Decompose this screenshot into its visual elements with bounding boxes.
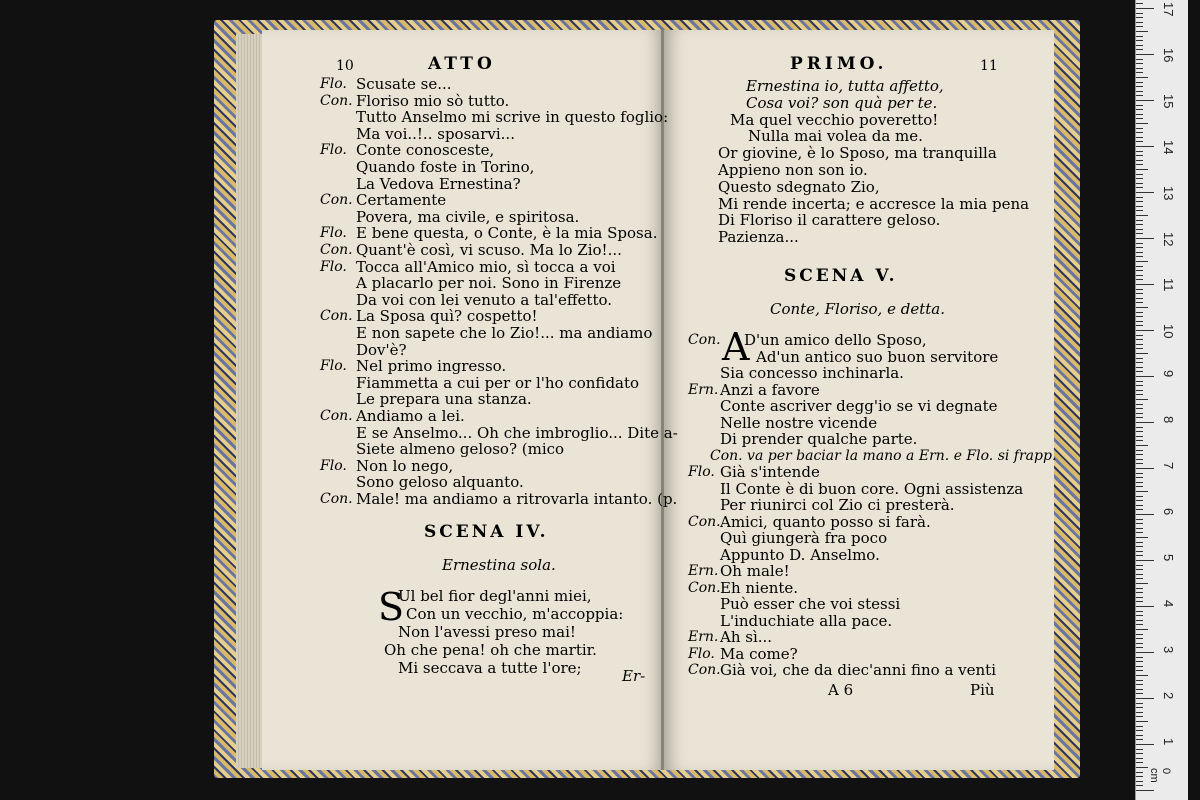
ruler-tick [1136, 514, 1154, 515]
ruler-tick [1136, 666, 1143, 667]
dialogue-line: Da voi con lei venuto a tal'effetto. [356, 290, 613, 309]
ruler-tick [1136, 583, 1148, 584]
ruler-tick [1136, 624, 1143, 625]
ruler-tick [1136, 505, 1143, 506]
ruler-tick [1136, 22, 1143, 23]
speaker-label: Ern. [688, 563, 719, 579]
ruler-tick [1136, 36, 1143, 37]
dialogue-line: Quì giungerà fra poco [720, 529, 888, 547]
ruler-tick [1136, 367, 1143, 368]
dialogue-line: Le prepara una stanza. [356, 390, 532, 409]
ruler-tick [1136, 353, 1148, 354]
right-catchword: Più [970, 681, 995, 699]
ruler-tick [1136, 486, 1143, 487]
ruler-tick [1136, 362, 1143, 363]
ruler-tick [1136, 348, 1143, 349]
dialogue-line: Di prender qualche parte. [720, 430, 918, 448]
dialogue-line: Anzi a favore [720, 380, 820, 399]
ruler-tick [1136, 146, 1154, 147]
ruler-tick [1136, 781, 1143, 782]
verse-line: Ul bel fior degl'anni miei, [398, 587, 592, 605]
dialogue-line: E se Anselmo... Oh che imbroglio... Dite a- [356, 423, 678, 442]
ruler-tick [1136, 500, 1143, 501]
ruler-tick [1136, 155, 1143, 156]
ruler-number: 15 [1161, 94, 1176, 109]
ruler-tick [1136, 611, 1143, 612]
verse-line: Ernestina io, tutta affetto, [746, 77, 944, 95]
ruler-tick [1136, 316, 1143, 317]
ruler-number: 5 [1161, 554, 1176, 562]
speaker-label: Con. [688, 662, 721, 678]
page-edges [236, 34, 264, 768]
ruler-tick [1136, 785, 1143, 786]
ruler-tick [1136, 394, 1143, 395]
dialogue-line: Conte ascriver degg'io se vi degnate [720, 397, 998, 415]
verse-line: Questo sdegnato Zio, [718, 177, 880, 196]
speaker-label: Con. [688, 579, 721, 596]
ruler-tick [1136, 450, 1143, 451]
ruler-tick [1136, 670, 1143, 671]
ruler-tick [1136, 206, 1143, 207]
ruler-tick [1136, 496, 1143, 497]
verse-line: Pazienza... [718, 228, 799, 247]
ruler-tick [1136, 413, 1143, 414]
ruler-tick [1136, 243, 1143, 244]
ruler-tick [1136, 519, 1143, 520]
ruler-tick [1136, 684, 1143, 685]
speaker-label: Con. [320, 308, 353, 325]
ruler-tick [1136, 174, 1143, 175]
ruler-tick [1136, 399, 1148, 400]
ruler-number: 17 [1161, 2, 1176, 17]
ruler-tick [1136, 312, 1143, 313]
ruler-number: 1 [1161, 738, 1176, 746]
dialogue-line: Ma come? [720, 644, 798, 663]
dialogue-line: Siete almeno geloso? (mico [356, 440, 565, 459]
ruler-tick [1136, 86, 1143, 87]
ruler-tick [1136, 601, 1143, 602]
scene-v-heading: SCENA V. [784, 266, 898, 286]
ruler-tick [1136, 68, 1143, 69]
ruler-number: 6 [1161, 508, 1176, 516]
ruler-tick [1136, 114, 1143, 115]
ruler-number: 11 [1161, 278, 1176, 292]
ruler-tick [1136, 698, 1154, 699]
ruler-tick [1136, 431, 1143, 432]
ruler-number: 16 [1161, 48, 1176, 63]
scene-iv-heading: SCENA IV. [424, 522, 549, 542]
dialogue-line: E non sapete che lo Zio!... ma andiamo [356, 324, 653, 342]
dialogue-line: Dov'è? [356, 340, 407, 359]
ruler-tick [1136, 390, 1143, 391]
ruler-tick [1136, 339, 1143, 340]
ruler-tick [1136, 13, 1143, 14]
dialogue-line: Povera, ma civile, e spiritosa. [356, 207, 580, 226]
ruler-tick [1136, 588, 1143, 589]
dialogue-line: Sono geloso alquanto. [356, 473, 524, 492]
ruler-tick [1136, 201, 1143, 202]
ruler-tick [1136, 675, 1148, 676]
ruler-tick [1136, 178, 1143, 179]
dialogue-line: E bene questa, o Conte, è la mia Sposa. [356, 224, 658, 243]
ruler-tick [1136, 565, 1143, 566]
ruler-tick [1136, 63, 1143, 64]
verse-line: Appieno non son io. [718, 161, 868, 179]
ruler-tick [1136, 436, 1143, 437]
ruler-tick [1136, 183, 1143, 184]
ruler-number: 9 [1161, 370, 1176, 378]
ruler-tick [1136, 330, 1154, 331]
ruler-tick [1136, 693, 1143, 694]
ruler-tick [1136, 597, 1143, 598]
speaker-label: Con. [688, 513, 721, 530]
ruler-number: 14 [1161, 140, 1176, 155]
ruler-number: 2 [1161, 692, 1176, 700]
ruler-tick [1136, 730, 1143, 731]
dialogue-line: A placarlo per noi. Sono in Firenze [356, 274, 622, 293]
ruler-tick [1136, 652, 1154, 653]
right-running-header: PRIMO. [790, 54, 888, 74]
ruler-tick [1136, 325, 1143, 326]
ruler-tick [1136, 721, 1148, 722]
ruler-tick [1136, 491, 1148, 492]
ruler-tick [1136, 252, 1143, 253]
ruler-tick [1136, 459, 1143, 460]
ruler-tick [1136, 661, 1143, 662]
verse-line: Nulla mai volea da me. [748, 127, 923, 146]
ruler-tick [1136, 620, 1143, 621]
ruler-tick [1136, 95, 1143, 96]
dialogue-line: Per riunirci col Zio ci presterà. [720, 496, 955, 514]
ruler-tick [1136, 758, 1143, 759]
dialogue-line: Tutto Anselmo mi scrive in questo foglio: [356, 108, 669, 127]
ruler-tick [1136, 615, 1143, 616]
ruler-tick [1136, 445, 1148, 446]
speaker-label: Con. [688, 332, 721, 348]
ruler-tick [1136, 123, 1148, 124]
ruler-tick [1136, 164, 1143, 165]
ruler-tick [1136, 408, 1143, 409]
speaker-label: Flo. [688, 645, 715, 662]
ruler-tick [1136, 417, 1143, 418]
ruler-tick [1136, 105, 1143, 106]
ruler-tick [1136, 293, 1143, 294]
right-page-number: 11 [980, 58, 998, 74]
ruler-tick [1136, 220, 1143, 221]
dialogue-line: Il Conte è di buon core. Ogni assistenza [720, 479, 1024, 498]
ruler-tick [1136, 82, 1143, 83]
ruler-tick [1136, 284, 1154, 285]
ruler-tick [1136, 141, 1143, 142]
dialogue-line: Nelle nostre vicende [720, 413, 878, 432]
ruler-tick [1136, 528, 1143, 529]
drop-cap-a: A [722, 325, 750, 369]
ruler-tick [1136, 647, 1143, 648]
ruler-tick [1136, 555, 1143, 556]
dialogue-line: La Vedova Ernestina? [356, 174, 521, 193]
ruler-tick [1136, 574, 1143, 575]
left-page-number: 10 [336, 58, 354, 74]
ruler-tick [1136, 569, 1143, 570]
speaker-label: Flo. [320, 76, 347, 92]
ruler-tick [1136, 739, 1143, 740]
ruler-tick [1136, 266, 1143, 267]
ruler-tick [1136, 344, 1143, 345]
ruler-tick [1136, 790, 1154, 791]
ruler-tick [1136, 532, 1143, 533]
dialogue-line: Ma voi..!.. sposarvi... [356, 124, 515, 143]
ruler-tick [1136, 592, 1143, 593]
ruler-tick [1136, 753, 1143, 754]
dialogue-line: Scusate se... [356, 75, 452, 93]
dialogue-line: Ad'un antico suo buon servitore [756, 347, 999, 366]
ruler-tick [1136, 629, 1148, 630]
ruler-tick [1136, 643, 1143, 644]
ruler-tick [1136, 197, 1143, 198]
ruler-tick [1136, 381, 1143, 382]
measuring-ruler [1135, 0, 1188, 800]
verse-line: Oh che pena! oh che martir. [384, 641, 597, 659]
verse-line: Mi rende incerta; e accresce la mia pena [718, 194, 1030, 213]
ruler-tick [1136, 376, 1154, 377]
ruler-number: 13 [1161, 186, 1176, 201]
dialogue-line: Quant'è così, vi scuso. Ma lo Zio!... [356, 241, 622, 259]
verse-line: Mi seccava a tutte l'ore; [398, 659, 582, 677]
ruler-tick [1136, 17, 1143, 18]
dialogue-line: Appunto D. Anselmo. [720, 545, 880, 564]
ruler-tick [1136, 77, 1148, 78]
ruler-tick [1136, 72, 1143, 73]
ruler-tick [1136, 385, 1143, 386]
ruler-number: 12 [1161, 232, 1176, 247]
ruler-number: 7 [1161, 462, 1176, 470]
dialogue-line: Può esser che voi stessi [720, 595, 901, 613]
ruler-number: 3 [1161, 646, 1176, 654]
ruler-tick [1136, 169, 1148, 170]
ruler-tick [1136, 279, 1143, 280]
ruler-tick [1136, 187, 1143, 188]
dialogue-line: Già voi, che da diec'anni fino a venti [720, 661, 996, 679]
speaker-label: Flo. [320, 258, 347, 275]
ruler-tick [1136, 371, 1143, 372]
verse-line: Or giovine, è lo Sposo, ma tranquilla [718, 144, 997, 163]
dialogue-line: Non lo nego, [356, 456, 454, 475]
ruler-tick [1136, 726, 1143, 727]
speaker-label: Con. [320, 242, 353, 258]
ruler-tick [1136, 427, 1143, 428]
ruler-tick [1136, 634, 1143, 635]
ruler-tick [1136, 606, 1154, 607]
verse-line: Con un vecchio, m'accoppia: [406, 605, 624, 623]
ruler-tick [1136, 767, 1148, 768]
ruler-tick [1136, 772, 1143, 773]
ruler-tick [1136, 546, 1143, 547]
ruler-tick [1136, 132, 1143, 133]
dialogue-line: La Sposa quì? cospetto! [356, 307, 538, 326]
ruler-tick [1136, 289, 1143, 290]
ruler-tick [1136, 128, 1143, 129]
left-running-header: ATTO [428, 54, 496, 74]
ruler-tick [1136, 468, 1154, 469]
ruler-tick [1136, 542, 1143, 543]
dialogue-line: L'induchiate alla pace. [720, 611, 893, 630]
ruler-unit: 0 cm [1148, 768, 1172, 783]
ruler-tick [1136, 109, 1143, 110]
speaker-label: Flo. [320, 142, 347, 159]
ruler-tick [1136, 335, 1143, 336]
ruler-tick [1136, 247, 1143, 248]
ruler-tick [1136, 8, 1154, 9]
ruler-tick [1136, 776, 1143, 777]
dialogue-line: Fiammetta a cui per or l'ho confidato [356, 373, 640, 392]
ruler-tick [1136, 712, 1143, 713]
speaker-label: Flo. [320, 225, 347, 242]
ruler-tick [1136, 137, 1143, 138]
ruler-tick [1136, 578, 1143, 579]
ruler-tick [1136, 707, 1143, 708]
ruler-tick [1136, 551, 1143, 552]
ruler-tick [1136, 440, 1143, 441]
speaker-label: Ern. [688, 381, 719, 398]
dialogue-line: Oh male! [720, 562, 790, 580]
dialogue-line: Eh niente. [720, 578, 799, 597]
ruler-tick [1136, 118, 1143, 119]
speaker-label: Con. [320, 491, 353, 507]
verse-line: Ma quel vecchio poveretto! [730, 110, 939, 129]
dialogue-line: D'un amico dello Sposo, [744, 331, 927, 349]
speaker-label: Con. [320, 92, 353, 109]
speaker-label: Flo. [688, 464, 715, 480]
dialogue-line: Floriso mio sò tutto. [356, 91, 510, 110]
ruler-tick [1136, 689, 1143, 690]
ruler-tick [1136, 523, 1143, 524]
drop-cap-s: S [378, 585, 405, 629]
ruler-tick [1136, 261, 1148, 262]
ruler-tick [1136, 26, 1143, 27]
ruler-tick [1136, 680, 1143, 681]
ruler-tick [1136, 160, 1143, 161]
dialogue-line: Nel primo ingresso. [356, 357, 507, 376]
ruler-tick [1136, 422, 1154, 423]
verse-line: Non l'avessi preso mai! [398, 623, 576, 641]
speaker-label: Ern. [688, 629, 719, 645]
ruler-tick [1136, 477, 1143, 478]
ruler-tick [1136, 482, 1143, 483]
ruler-tick [1136, 509, 1143, 510]
ruler-tick [1136, 229, 1143, 230]
ruler-tick [1136, 151, 1143, 152]
dialogue-line: Quando foste in Torino, [356, 158, 535, 176]
ruler-tick [1136, 54, 1154, 55]
ruler-tick [1136, 321, 1143, 322]
dialogue-line: Ah sì... [720, 628, 773, 646]
ruler-tick [1136, 762, 1143, 763]
verse-line: Di Floriso il carattere geloso. [718, 211, 941, 230]
ruler-tick [1136, 473, 1143, 474]
ruler-tick [1136, 537, 1148, 538]
ruler-tick [1136, 45, 1143, 46]
ruler-tick [1136, 256, 1143, 257]
ruler-tick [1136, 100, 1154, 101]
ruler-number: 8 [1161, 416, 1176, 424]
ruler-tick [1136, 302, 1143, 303]
dialogue-line: Tocca all'Amico mio, sì tocca a voi [356, 257, 616, 276]
ruler-tick [1136, 307, 1148, 308]
ruler-tick [1136, 716, 1143, 717]
ruler-tick [1136, 749, 1143, 750]
dialogue-line: Certamente [356, 191, 447, 210]
ruler-tick [1136, 454, 1143, 455]
speaker-label: Con. [320, 192, 353, 209]
ruler-tick [1136, 270, 1143, 271]
ruler-tick [1136, 224, 1143, 225]
dialogue-line: Sia concesso inchinarla. [720, 364, 904, 382]
ruler-number: 10 [1161, 324, 1176, 339]
speaker-label: Flo. [320, 457, 347, 474]
ruler-tick [1136, 233, 1143, 234]
dialogue-line: Male! ma andiamo a ritrovarla intanto. (p. [356, 490, 678, 508]
dialogue-line: Andiamo a lei. [356, 407, 465, 425]
scene-v-caption: Conte, Floriso, e detta. [770, 300, 945, 318]
ruler-tick [1136, 3, 1143, 4]
gutter [661, 30, 664, 770]
signature-mark: A 6 [828, 681, 854, 699]
ruler-tick [1136, 703, 1143, 704]
ruler-tick [1136, 31, 1148, 32]
dialogue-line: Amici, quanto posso si farà. [720, 512, 931, 531]
ruler-tick [1136, 210, 1143, 211]
ruler-tick [1136, 735, 1143, 736]
stage-direction: Con. va per baciar la mano a Ern. e Flo. si frapp. [710, 447, 1057, 464]
speaker-label: Flo. [320, 358, 347, 375]
ruler-number: 4 [1161, 600, 1176, 608]
ruler-tick [1136, 238, 1154, 239]
ruler-tick [1136, 560, 1154, 561]
ruler-tick [1136, 275, 1143, 276]
ruler-tick [1136, 638, 1143, 639]
ruler-tick [1136, 298, 1143, 299]
ruler-tick [1136, 404, 1143, 405]
ruler-tick [1136, 59, 1143, 60]
ruler-tick [1136, 744, 1154, 745]
verse-line: Cosa voi? son quà per te. [746, 93, 938, 112]
ruler-tick [1136, 215, 1148, 216]
scene-iv-caption: Ernestina sola. [442, 556, 556, 574]
ruler-tick [1136, 40, 1143, 41]
ruler-tick [1136, 358, 1143, 359]
ruler-tick [1136, 463, 1143, 464]
dialogue-line: Conte conosceste, [356, 141, 495, 160]
ruler-tick [1136, 49, 1143, 50]
ruler-tick [1136, 91, 1143, 92]
speaker-label: Con. [320, 408, 353, 424]
ruler-tick [1136, 657, 1143, 658]
dialogue-line: Già s'intende [720, 463, 820, 481]
left-catchword: Er- [622, 667, 646, 685]
ruler-tick [1136, 192, 1154, 193]
